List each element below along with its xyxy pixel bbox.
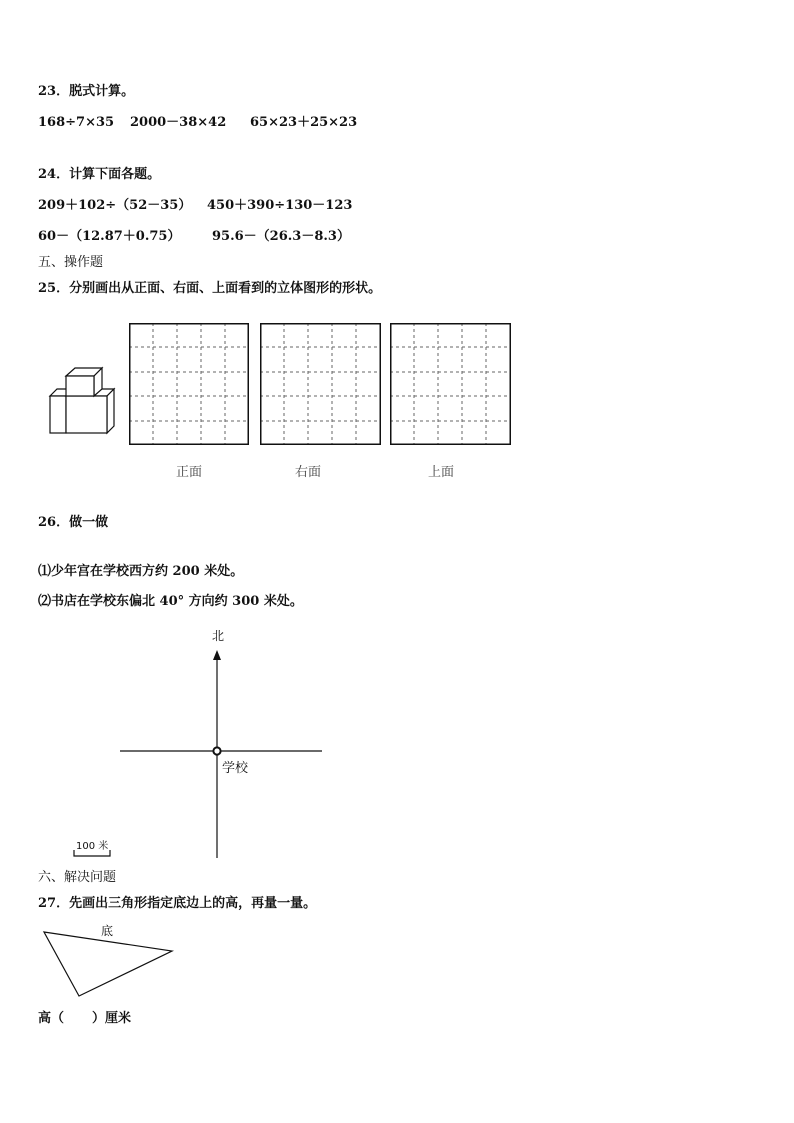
right-view-label: 右面 <box>295 465 322 480</box>
q24-expr-4: 95.6－（26.3－8.3） <box>212 229 350 244</box>
base-label: 底 <box>101 924 114 938</box>
cube-figure <box>44 366 120 438</box>
top-view-label: 上面 <box>428 465 455 480</box>
height-answer-suffix: ）厘米 <box>92 1011 132 1026</box>
compass-diagram <box>118 650 324 860</box>
right-view-grid[interactable] <box>260 323 381 445</box>
scale-label: 100 米 <box>76 841 109 852</box>
top-view-grid[interactable] <box>390 323 511 445</box>
section-5-heading: 五、操作题 <box>38 255 104 270</box>
scale-bar <box>73 850 113 858</box>
front-view-grid[interactable] <box>129 323 249 445</box>
q24-title: 24．计算下面各题。 <box>38 167 161 182</box>
q26-title: 26．做一做 <box>38 515 109 530</box>
north-label: 北 <box>212 629 225 643</box>
q25-title: 25．分别画出从正面、右面、上面看到的立体图形的形状。 <box>38 281 382 296</box>
q24-expr-1: 209＋102÷（52－35） <box>38 198 192 213</box>
q23-title: 23．脱式计算。 <box>38 84 135 99</box>
q26-item-1: ⑴少年宫在学校西方约 200 米处。 <box>38 564 244 579</box>
q24-expr-3: 60－（12.87＋0.75） <box>38 229 181 244</box>
q26-item-2: ⑵书店在学校东偏北 40° 方向约 300 米处。 <box>38 594 303 609</box>
school-label: 学校 <box>222 761 249 776</box>
height-answer-prefix: 高（ <box>38 1011 65 1026</box>
front-view-label: 正面 <box>176 465 203 480</box>
q24-expr-2: 450＋390÷130－123 <box>207 198 353 213</box>
q23-expr-1: 168÷7×35 <box>38 115 115 130</box>
q23-expr-2: 2000－38×42 <box>130 115 227 130</box>
section-6-heading: 六、解决问题 <box>38 870 117 885</box>
school-point-icon <box>213 747 220 754</box>
north-arrow-icon <box>213 650 221 660</box>
q27-title: 27．先画出三角形指定底边上的高，再量一量。 <box>38 896 317 911</box>
q23-expr-3: 65×23＋25×23 <box>250 115 358 130</box>
